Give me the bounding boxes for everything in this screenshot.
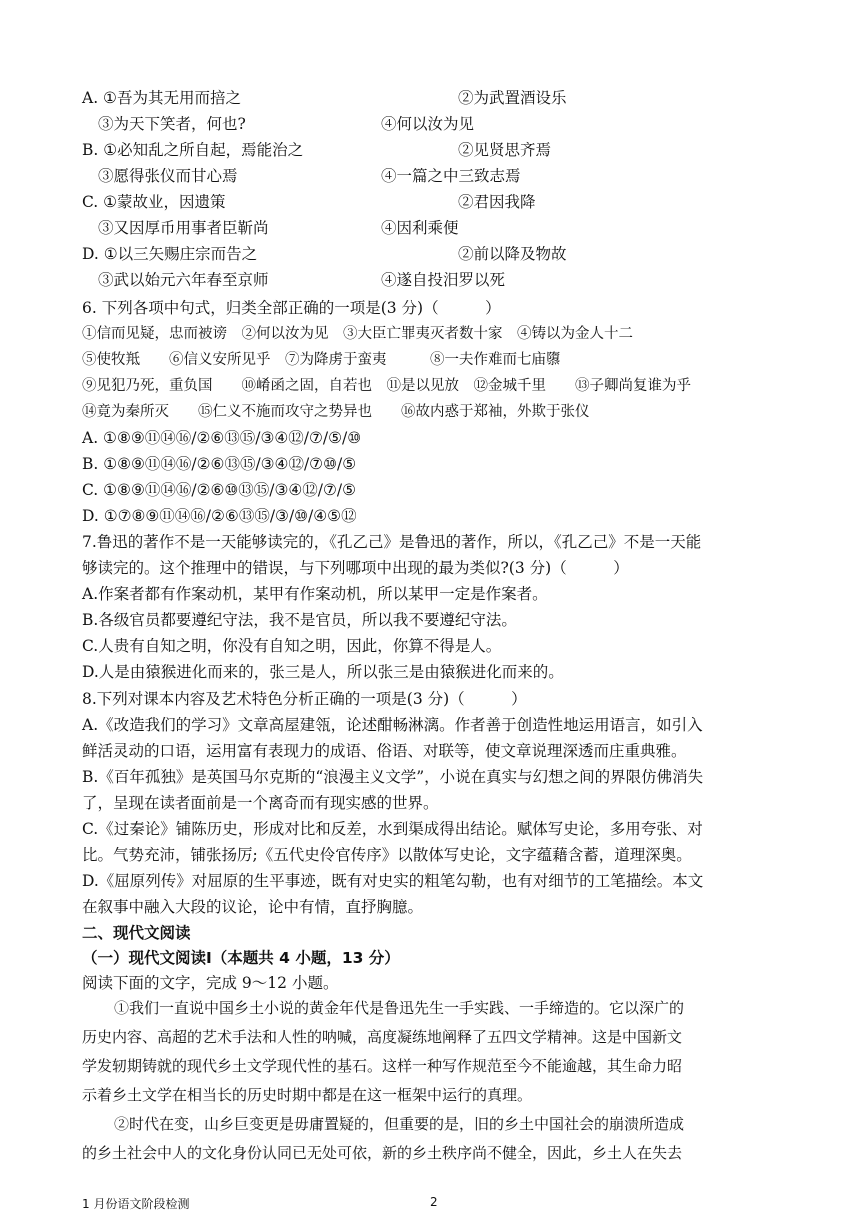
passage-line: ②时代在变，山乡巨变更是毋庸置疑的，但重要的是，旧的乡土中国社会的崩溃所造成 (114, 1115, 685, 1133)
q5-row-c2 (98, 215, 459, 241)
passage-line: 学发轫期铸就的现代乡土文学现代性的基石。这样一种写作规范至今不能逾越，其生命力昭 (82, 1057, 683, 1075)
q5-option: ④遂自投汨罗以死 (381, 271, 506, 289)
q7-option-d: D.人是由猿猴进化而来的，张三是人，所以张三是由猿猴进化而来的。 (82, 663, 564, 681)
q5-row-d2 (98, 267, 506, 293)
q6-option-c: C. ①⑧⑨⑪⑭⑯/②⑥⑩⑬⑮/③④⑫/⑦/⑤ (82, 481, 357, 499)
q6-option-b: B. ①⑧⑨⑪⑭⑯/②⑥⑬⑮/③④⑫/⑦⑩/⑤ (82, 455, 357, 473)
q5-option: ③武以始元六年春至京师 (98, 271, 269, 289)
q5-option: ②见贤思齐焉 (458, 141, 552, 159)
passage-line: 的乡土社会中人的文化身份认同已无处可依，新的乡土秩序尚不健全，因此，乡土人在失去 (82, 1144, 683, 1162)
q5-option: ②为武置酒设乐 (458, 89, 567, 107)
q8-option-c: C.《过秦论》铺陈历史，形成对比和反差，水到渠成得出结论。赋体写史论，多用夸张、对 (82, 820, 703, 838)
q5-row-c1 (82, 189, 536, 215)
q5-option: ④因利乘便 (381, 219, 459, 237)
q8-option-a-cont: 鲜活灵动的口语，运用富有表现力的成语、俗语、对联等，使文章说理深透而庄重典雅。 (82, 742, 687, 760)
q8-option-a: A.《改造我们的学习》文章高屋建瓴，论述酣畅淋漓。作者善于创造性地运用语言，如引入 (82, 716, 703, 734)
q7-stem: 7.鲁迅的著作不是一天能够读完的，《孔乙己》是鲁迅的著作，所以，《孔乙己》不是一天能 (82, 533, 702, 551)
q5-row-b1 (82, 137, 552, 163)
passage-line: 历史内容、高超的艺术手法和人性的呐喊，高度凝练地阐释了五四文学精神。这是中国新文 (82, 1028, 683, 1046)
q5-option: ③又因厚币用事者臣靳尚 (98, 219, 269, 237)
q5-option: ④一篇之中三致志焉 (381, 167, 521, 185)
q5-option: B. ①必知乱之所自起，焉能治之 (82, 141, 304, 159)
q5-row-a1 (82, 85, 567, 111)
q5-option: D. ①以三矢赐庄宗而告之 (82, 245, 258, 263)
q8-option-c-cont: 比。气势充沛，铺张扬厉;《五代史伶官传序》以散体写史论，文字蕴藉含蓄，道理深奥。 (82, 846, 692, 864)
q6-sentences: ⑤使牧羝 ⑥信义安所见乎 ⑦为降虏于蛮夷 ⑧一夫作难而七庙隳 (82, 352, 561, 368)
q8-stem: 8.下列对课本内容及艺术特色分析正确的一项是(3 分)（ ） (82, 690, 527, 708)
q5-option: ②前以降及物故 (458, 245, 567, 263)
q8-option-d-cont: 在叙事中融入大段的议论，论中有情，直抒胸臆。 (82, 898, 424, 916)
q8-option-b: B.《百年孤独》是英国马尔克斯的“浪漫主义文学”，小说在真实与幻想之间的界限仿佛消失 (82, 768, 704, 786)
section-subtitle: （一）现代文阅读Ⅰ（本题共 4 小题，13 分） (82, 949, 400, 967)
q7-option-a: A.作案者都有作案动机，某甲有作案动机，所以某甲一定是作案者。 (82, 585, 548, 603)
footer-exam-name: 1 月份语文阶段检测 (82, 1197, 190, 1211)
q6-stem: 6. 下列各项中句式，归类全部正确的一项是(3 分)（ ） (82, 299, 501, 317)
q8-option-b-cont: 了，呈现在读者面前是一个离奇而有现实感的世界。 (82, 794, 439, 812)
q5-option: A. ①吾为其无用而掊之 (82, 89, 241, 107)
q7-stem: 够读完的。这个推理中的错误，与下列哪项中出现的最为类似?(3 分)（ ） (82, 559, 629, 577)
q6-option-a: A. ①⑧⑨⑪⑭⑯/②⑥⑬⑮/③④⑫/⑦/⑤/⑩ (82, 429, 362, 447)
q5-option: ③愿得张仪而甘心焉 (98, 167, 238, 185)
q6-sentences: ①信而见疑，忠而被谤 ②何以汝为见 ③大臣亡罪夷灭者数十家 ④铸以为金人十二 (82, 326, 633, 342)
q8-option-d: D.《屈原列传》对屈原的生平事迹，既有对史实的粗笔勾勒，也有对细节的工笔描绘。本文 (82, 872, 704, 890)
q7-option-b: B.各级官员都要遵纪守法，我不是官员，所以我不要遵纪守法。 (82, 611, 517, 629)
q6-sentences: ⑨见犯乃死，重负国 ⑩崤函之固，自若也 ⑪是以见放 ⑫金城千里 ⑬子卿尚复谁为乎 (82, 378, 691, 394)
q5-option: ④何以汝为见 (381, 115, 475, 133)
q5-option: ③为天下笑者，何也? (98, 115, 246, 133)
passage-line: 示着乡土文学在相当长的历史时期中都是在这一框架中运行的真理。 (82, 1086, 533, 1104)
q5-option: ②君因我降 (458, 193, 536, 211)
q5-row-b2 (98, 163, 521, 189)
q6-sentences: ⑭竟为秦所灭 ⑮仁义不施而攻守之势异也 ⑯故内惑于郑袖，外欺于张仪 (82, 404, 590, 420)
q5-row-d1 (82, 241, 567, 267)
q7-option-c: C.人贵有自知之明，你没有自知之明，因此，你算不得是人。 (82, 637, 502, 655)
page-number: 2 (430, 1195, 438, 1209)
q6-option-d: D. ①⑦⑧⑨⑪⑭⑯/②⑥⑬⑮/③/⑩/④⑤⑫ (82, 507, 357, 525)
reading-instruction: 阅读下面的文字，完成 9～12 小题。 (82, 974, 339, 992)
section-title: 二、现代文阅读 (82, 924, 191, 942)
q5-option: C. ①蒙故业，因遗策 (82, 193, 226, 211)
passage-line: ①我们一直说中国乡土小说的黄金年代是鲁迅先生一手实践、一手缔造的。它以深广的 (114, 999, 685, 1017)
q5-row-a2 (98, 111, 475, 137)
